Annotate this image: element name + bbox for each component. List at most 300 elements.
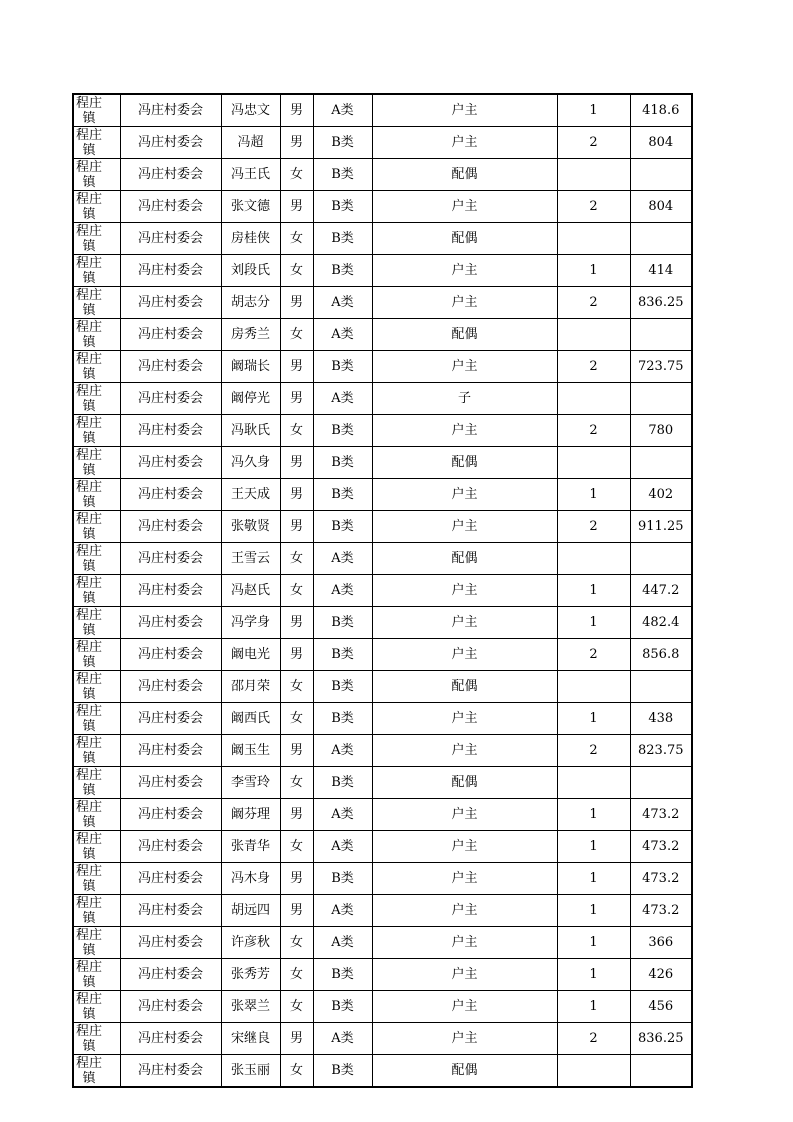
category-cell: B类 bbox=[313, 351, 372, 383]
table-row bbox=[73, 575, 692, 607]
name-cell: 宋继良 bbox=[221, 1023, 280, 1055]
amount-cell: 473.2 bbox=[630, 895, 692, 927]
town-text: 程庄镇 bbox=[75, 160, 102, 190]
household-count-cell: 1 bbox=[557, 607, 630, 639]
relation-cell: 户主 bbox=[372, 511, 557, 543]
category-cell: B类 bbox=[313, 991, 372, 1023]
town-cell bbox=[73, 127, 120, 159]
gender-cell: 女 bbox=[280, 671, 313, 703]
gender-cell: 男 bbox=[280, 351, 313, 383]
name-cell: 胡志分 bbox=[221, 287, 280, 319]
town-cell bbox=[73, 159, 120, 191]
name-cell: 冯超 bbox=[221, 127, 280, 159]
gender-cell: 男 bbox=[280, 383, 313, 415]
amount-cell bbox=[630, 319, 692, 351]
name-cell: 冯木身 bbox=[221, 863, 280, 895]
category-cell: B类 bbox=[313, 255, 372, 287]
table-row bbox=[73, 703, 692, 735]
gender-cell: 女 bbox=[280, 991, 313, 1023]
village-cell: 冯庄村委会 bbox=[120, 927, 221, 959]
town-cell bbox=[73, 863, 120, 895]
town-text: 程庄镇 bbox=[75, 480, 102, 510]
relation-cell: 户主 bbox=[372, 863, 557, 895]
village-cell: 冯庄村委会 bbox=[120, 671, 221, 703]
village-cell: 冯庄村委会 bbox=[120, 127, 221, 159]
town-cell bbox=[73, 255, 120, 287]
amount-cell: 438 bbox=[630, 703, 692, 735]
category-cell: B类 bbox=[313, 959, 372, 991]
household-count-cell: 1 bbox=[557, 863, 630, 895]
town-text: 程庄镇 bbox=[75, 768, 102, 798]
amount-cell: 804 bbox=[630, 127, 692, 159]
household-count-cell: 2 bbox=[557, 1023, 630, 1055]
town-text: 程庄镇 bbox=[75, 800, 102, 830]
table-row bbox=[73, 94, 692, 127]
name-cell: 冯学身 bbox=[221, 607, 280, 639]
village-cell: 冯庄村委会 bbox=[120, 991, 221, 1023]
amount-cell: 418.6 bbox=[630, 94, 692, 127]
village-cell: 冯庄村委会 bbox=[120, 607, 221, 639]
table-row bbox=[73, 255, 692, 287]
village-cell: 冯庄村委会 bbox=[120, 287, 221, 319]
town-cell bbox=[73, 927, 120, 959]
household-count-cell: 1 bbox=[557, 831, 630, 863]
gender-cell: 男 bbox=[280, 607, 313, 639]
village-cell: 冯庄村委会 bbox=[120, 383, 221, 415]
household-count-cell bbox=[557, 447, 630, 479]
table-row bbox=[73, 863, 692, 895]
village-cell: 冯庄村委会 bbox=[120, 735, 221, 767]
town-cell bbox=[73, 479, 120, 511]
table-row bbox=[73, 895, 692, 927]
table-row bbox=[73, 479, 692, 511]
table-row bbox=[73, 831, 692, 863]
gender-cell: 女 bbox=[280, 319, 313, 351]
town-text: 程庄镇 bbox=[75, 384, 102, 414]
name-cell: 王天成 bbox=[221, 479, 280, 511]
town-cell bbox=[73, 383, 120, 415]
household-count-cell: 2 bbox=[557, 415, 630, 447]
gender-cell: 女 bbox=[280, 575, 313, 607]
category-cell: A类 bbox=[313, 799, 372, 831]
amount-cell bbox=[630, 223, 692, 255]
table-row bbox=[73, 127, 692, 159]
amount-cell bbox=[630, 767, 692, 799]
amount-cell bbox=[630, 447, 692, 479]
town-cell bbox=[73, 191, 120, 223]
gender-cell: 男 bbox=[280, 863, 313, 895]
household-count-cell: 1 bbox=[557, 479, 630, 511]
town-text: 程庄镇 bbox=[75, 256, 102, 286]
gender-cell: 女 bbox=[280, 703, 313, 735]
town-text: 程庄镇 bbox=[75, 864, 102, 894]
household-count-cell: 2 bbox=[557, 127, 630, 159]
category-cell: B类 bbox=[313, 479, 372, 511]
village-cell: 冯庄村委会 bbox=[120, 703, 221, 735]
relation-cell: 户主 bbox=[372, 831, 557, 863]
table-row bbox=[73, 223, 692, 255]
table-row bbox=[73, 511, 692, 543]
gender-cell: 男 bbox=[280, 799, 313, 831]
household-count-cell bbox=[557, 543, 630, 575]
category-cell: B类 bbox=[313, 127, 372, 159]
household-count-cell: 1 bbox=[557, 799, 630, 831]
amount-cell: 473.2 bbox=[630, 831, 692, 863]
name-cell: 张玉丽 bbox=[221, 1055, 280, 1088]
town-cell bbox=[73, 895, 120, 927]
town-text: 程庄镇 bbox=[75, 416, 102, 446]
category-cell: B类 bbox=[313, 767, 372, 799]
village-cell: 冯庄村委会 bbox=[120, 255, 221, 287]
gender-cell: 女 bbox=[280, 831, 313, 863]
town-cell bbox=[73, 607, 120, 639]
category-cell: A类 bbox=[313, 1023, 372, 1055]
village-cell: 冯庄村委会 bbox=[120, 959, 221, 991]
relation-cell: 户主 bbox=[372, 799, 557, 831]
town-cell bbox=[73, 543, 120, 575]
name-cell: 冯王氏 bbox=[221, 159, 280, 191]
town-cell bbox=[73, 671, 120, 703]
relation-cell: 户主 bbox=[372, 991, 557, 1023]
name-cell: 冯耿氏 bbox=[221, 415, 280, 447]
town-text: 程庄镇 bbox=[75, 192, 102, 222]
town-cell bbox=[73, 447, 120, 479]
gender-cell: 男 bbox=[280, 895, 313, 927]
gender-cell: 女 bbox=[280, 543, 313, 575]
town-text: 程庄镇 bbox=[75, 992, 102, 1022]
town-cell bbox=[73, 831, 120, 863]
table-row bbox=[73, 191, 692, 223]
table-row bbox=[73, 287, 692, 319]
table-row bbox=[73, 767, 692, 799]
category-cell: B类 bbox=[313, 1055, 372, 1088]
gender-cell: 男 bbox=[280, 639, 313, 671]
gender-cell: 女 bbox=[280, 927, 313, 959]
relation-cell: 配偶 bbox=[372, 767, 557, 799]
category-cell: A类 bbox=[313, 895, 372, 927]
category-cell: A类 bbox=[313, 735, 372, 767]
name-cell: 邵月荣 bbox=[221, 671, 280, 703]
name-cell: 许彦秋 bbox=[221, 927, 280, 959]
town-cell bbox=[73, 735, 120, 767]
relation-cell: 配偶 bbox=[372, 1055, 557, 1088]
amount-cell: 836.25 bbox=[630, 1023, 692, 1055]
household-count-cell: 2 bbox=[557, 511, 630, 543]
household-count-cell: 1 bbox=[557, 895, 630, 927]
category-cell: B类 bbox=[313, 159, 372, 191]
table-row bbox=[73, 959, 692, 991]
household-count-cell: 1 bbox=[557, 94, 630, 127]
gender-cell: 女 bbox=[280, 223, 313, 255]
amount-cell: 804 bbox=[630, 191, 692, 223]
amount-cell: 473.2 bbox=[630, 863, 692, 895]
amount-cell: 473.2 bbox=[630, 799, 692, 831]
amount-cell: 856.8 bbox=[630, 639, 692, 671]
name-cell: 房桂侠 bbox=[221, 223, 280, 255]
table-row bbox=[73, 671, 692, 703]
amount-cell: 823.75 bbox=[630, 735, 692, 767]
category-cell: B类 bbox=[313, 415, 372, 447]
household-count-cell: 1 bbox=[557, 991, 630, 1023]
relation-cell: 户主 bbox=[372, 255, 557, 287]
gender-cell: 女 bbox=[280, 415, 313, 447]
name-cell: 张翠兰 bbox=[221, 991, 280, 1023]
gender-cell: 女 bbox=[280, 959, 313, 991]
category-cell: A类 bbox=[313, 831, 372, 863]
category-cell: B类 bbox=[313, 223, 372, 255]
town-text: 程庄镇 bbox=[75, 928, 102, 958]
table-row bbox=[73, 927, 692, 959]
table-row bbox=[73, 383, 692, 415]
household-count-cell: 1 bbox=[557, 927, 630, 959]
amount-cell: 414 bbox=[630, 255, 692, 287]
village-cell: 冯庄村委会 bbox=[120, 543, 221, 575]
village-cell: 冯庄村委会 bbox=[120, 767, 221, 799]
household-count-cell: 2 bbox=[557, 351, 630, 383]
town-cell bbox=[73, 223, 120, 255]
amount-cell: 723.75 bbox=[630, 351, 692, 383]
town-cell bbox=[73, 1023, 120, 1055]
gender-cell: 男 bbox=[280, 127, 313, 159]
table-row bbox=[73, 1055, 692, 1088]
town-cell bbox=[73, 94, 120, 127]
town-cell bbox=[73, 511, 120, 543]
town-cell bbox=[73, 703, 120, 735]
town-text: 程庄镇 bbox=[75, 640, 102, 670]
amount-cell: 366 bbox=[630, 927, 692, 959]
table-row bbox=[73, 447, 692, 479]
village-cell: 冯庄村委会 bbox=[120, 191, 221, 223]
amount-cell: 402 bbox=[630, 479, 692, 511]
recipient-table bbox=[72, 93, 693, 1088]
amount-cell: 780 bbox=[630, 415, 692, 447]
amount-cell: 911.25 bbox=[630, 511, 692, 543]
gender-cell: 男 bbox=[280, 191, 313, 223]
gender-cell: 女 bbox=[280, 255, 313, 287]
household-count-cell bbox=[557, 671, 630, 703]
village-cell: 冯庄村委会 bbox=[120, 511, 221, 543]
table-row bbox=[73, 991, 692, 1023]
relation-cell: 户主 bbox=[372, 927, 557, 959]
town-text: 程庄镇 bbox=[75, 320, 102, 350]
amount-cell: 456 bbox=[630, 991, 692, 1023]
town-text: 程庄镇 bbox=[75, 448, 102, 478]
town-text: 程庄镇 bbox=[75, 128, 102, 158]
village-cell: 冯庄村委会 bbox=[120, 895, 221, 927]
name-cell: 房秀兰 bbox=[221, 319, 280, 351]
relation-cell: 户主 bbox=[372, 895, 557, 927]
town-text: 程庄镇 bbox=[75, 1024, 102, 1054]
category-cell: A类 bbox=[313, 543, 372, 575]
category-cell: A类 bbox=[313, 927, 372, 959]
relation-cell: 户主 bbox=[372, 703, 557, 735]
household-count-cell bbox=[557, 1055, 630, 1088]
town-cell bbox=[73, 799, 120, 831]
table-row bbox=[73, 639, 692, 671]
name-cell: 张秀芳 bbox=[221, 959, 280, 991]
amount-cell bbox=[630, 383, 692, 415]
name-cell: 阚芬理 bbox=[221, 799, 280, 831]
category-cell: B类 bbox=[313, 703, 372, 735]
gender-cell: 男 bbox=[280, 1023, 313, 1055]
village-cell: 冯庄村委会 bbox=[120, 1055, 221, 1088]
household-count-cell: 2 bbox=[557, 735, 630, 767]
village-cell: 冯庄村委会 bbox=[120, 159, 221, 191]
town-text: 程庄镇 bbox=[75, 896, 102, 926]
town-text: 程庄镇 bbox=[75, 544, 102, 574]
village-cell: 冯庄村委会 bbox=[120, 415, 221, 447]
gender-cell: 男 bbox=[280, 479, 313, 511]
table-row bbox=[73, 319, 692, 351]
relation-cell: 户主 bbox=[372, 127, 557, 159]
amount-cell: 447.2 bbox=[630, 575, 692, 607]
town-text: 程庄镇 bbox=[75, 672, 102, 702]
table-row bbox=[73, 543, 692, 575]
relation-cell: 配偶 bbox=[372, 223, 557, 255]
gender-cell: 女 bbox=[280, 767, 313, 799]
name-cell: 阚瑞长 bbox=[221, 351, 280, 383]
name-cell: 阚西氏 bbox=[221, 703, 280, 735]
category-cell: B类 bbox=[313, 639, 372, 671]
village-cell: 冯庄村委会 bbox=[120, 223, 221, 255]
village-cell: 冯庄村委会 bbox=[120, 863, 221, 895]
town-text: 程庄镇 bbox=[75, 512, 102, 542]
household-count-cell: 2 bbox=[557, 287, 630, 319]
gender-cell: 女 bbox=[280, 159, 313, 191]
gender-cell: 男 bbox=[280, 511, 313, 543]
gender-cell: 男 bbox=[280, 735, 313, 767]
town-text: 程庄镇 bbox=[75, 224, 102, 254]
relation-cell: 户主 bbox=[372, 415, 557, 447]
household-count-cell bbox=[557, 319, 630, 351]
household-count-cell: 1 bbox=[557, 959, 630, 991]
name-cell: 冯赵氏 bbox=[221, 575, 280, 607]
household-count-cell: 2 bbox=[557, 191, 630, 223]
relation-cell: 配偶 bbox=[372, 671, 557, 703]
gender-cell: 女 bbox=[280, 1055, 313, 1088]
town-cell bbox=[73, 319, 120, 351]
village-cell: 冯庄村委会 bbox=[120, 479, 221, 511]
name-cell: 冯久身 bbox=[221, 447, 280, 479]
relation-cell: 配偶 bbox=[372, 543, 557, 575]
name-cell: 张青华 bbox=[221, 831, 280, 863]
town-cell bbox=[73, 415, 120, 447]
household-count-cell bbox=[557, 767, 630, 799]
amount-cell: 482.4 bbox=[630, 607, 692, 639]
name-cell: 胡远四 bbox=[221, 895, 280, 927]
village-cell: 冯庄村委会 bbox=[120, 831, 221, 863]
town-text: 程庄镇 bbox=[75, 960, 102, 990]
town-text: 程庄镇 bbox=[75, 352, 102, 382]
amount-cell bbox=[630, 1055, 692, 1088]
household-count-cell: 1 bbox=[557, 255, 630, 287]
table-row bbox=[73, 415, 692, 447]
category-cell: A类 bbox=[313, 575, 372, 607]
town-text: 程庄镇 bbox=[75, 1056, 102, 1086]
relation-cell: 配偶 bbox=[372, 447, 557, 479]
amount-cell bbox=[630, 159, 692, 191]
name-cell: 阚电光 bbox=[221, 639, 280, 671]
table-row bbox=[73, 1023, 692, 1055]
name-cell: 张敬贤 bbox=[221, 511, 280, 543]
gender-cell: 男 bbox=[280, 287, 313, 319]
town-text: 程庄镇 bbox=[75, 288, 102, 318]
village-cell: 冯庄村委会 bbox=[120, 799, 221, 831]
amount-cell bbox=[630, 543, 692, 575]
category-cell: B类 bbox=[313, 607, 372, 639]
table-row bbox=[73, 799, 692, 831]
village-cell: 冯庄村委会 bbox=[120, 94, 221, 127]
village-cell: 冯庄村委会 bbox=[120, 1023, 221, 1055]
name-cell: 冯忠文 bbox=[221, 94, 280, 127]
relation-cell: 户主 bbox=[372, 351, 557, 383]
town-text: 程庄镇 bbox=[75, 576, 102, 606]
town-cell bbox=[73, 639, 120, 671]
relation-cell: 户主 bbox=[372, 607, 557, 639]
village-cell: 冯庄村委会 bbox=[120, 447, 221, 479]
relation-cell: 户主 bbox=[372, 735, 557, 767]
household-count-cell: 1 bbox=[557, 703, 630, 735]
relation-cell: 户主 bbox=[372, 191, 557, 223]
town-text: 程庄镇 bbox=[75, 96, 102, 126]
category-cell: A类 bbox=[313, 94, 372, 127]
household-count-cell bbox=[557, 159, 630, 191]
amount-cell: 426 bbox=[630, 959, 692, 991]
gender-cell: 男 bbox=[280, 94, 313, 127]
town-text: 程庄镇 bbox=[75, 736, 102, 766]
village-cell: 冯庄村委会 bbox=[120, 575, 221, 607]
household-count-cell bbox=[557, 383, 630, 415]
relation-cell: 子 bbox=[372, 383, 557, 415]
village-cell: 冯庄村委会 bbox=[120, 319, 221, 351]
relation-cell: 户主 bbox=[372, 479, 557, 511]
town-cell bbox=[73, 991, 120, 1023]
town-cell bbox=[73, 287, 120, 319]
category-cell: A类 bbox=[313, 287, 372, 319]
category-cell: A类 bbox=[313, 319, 372, 351]
name-cell: 王雪云 bbox=[221, 543, 280, 575]
category-cell: B类 bbox=[313, 511, 372, 543]
name-cell: 张文德 bbox=[221, 191, 280, 223]
town-cell bbox=[73, 1055, 120, 1088]
town-cell bbox=[73, 767, 120, 799]
relation-cell: 户主 bbox=[372, 575, 557, 607]
category-cell: A类 bbox=[313, 383, 372, 415]
relation-cell: 户主 bbox=[372, 1023, 557, 1055]
table-row bbox=[73, 351, 692, 383]
category-cell: B类 bbox=[313, 863, 372, 895]
town-text: 程庄镇 bbox=[75, 608, 102, 638]
category-cell: B类 bbox=[313, 447, 372, 479]
amount-cell bbox=[630, 671, 692, 703]
name-cell: 阚停光 bbox=[221, 383, 280, 415]
category-cell: B类 bbox=[313, 191, 372, 223]
relation-cell: 户主 bbox=[372, 287, 557, 319]
table-row bbox=[73, 607, 692, 639]
town-text: 程庄镇 bbox=[75, 832, 102, 862]
table-body bbox=[73, 94, 692, 1087]
table-row bbox=[73, 735, 692, 767]
gender-cell: 男 bbox=[280, 447, 313, 479]
relation-cell: 户主 bbox=[372, 639, 557, 671]
category-cell: B类 bbox=[313, 671, 372, 703]
town-cell bbox=[73, 575, 120, 607]
household-count-cell bbox=[557, 223, 630, 255]
town-cell bbox=[73, 959, 120, 991]
relation-cell: 户主 bbox=[372, 959, 557, 991]
village-cell: 冯庄村委会 bbox=[120, 639, 221, 671]
relation-cell: 配偶 bbox=[372, 319, 557, 351]
